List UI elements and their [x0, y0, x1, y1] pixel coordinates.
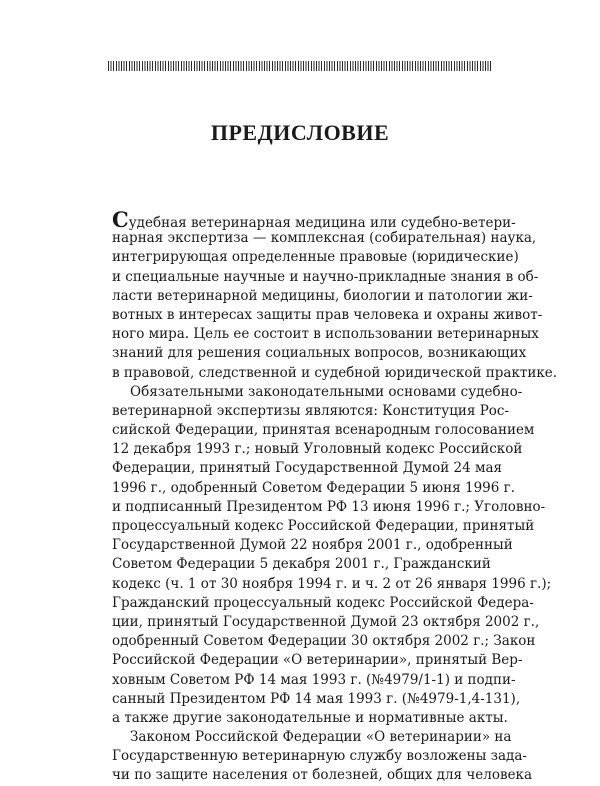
- paragraph-2-line: Советом Федерации 5 декабря 2001 г., Гражданский: [112, 556, 491, 573]
- paragraph-2-line: санный Президентом РФ 14 мая 1993 г. (№4979-1,4-131),: [112, 690, 521, 707]
- paragraph-2-line: сийской Федерации, принятая всенародным голосованием: [112, 422, 535, 439]
- paragraph-2-line: процессуальный кодекс Российской Федерации, принятый: [112, 518, 535, 534]
- paragraph-1-line: ного мира. Цель ее состоит в использовании ветеринарных: [112, 326, 539, 343]
- paragraph-1-line: знаний для решения социальных вопросов, возникающих: [112, 345, 527, 362]
- dropcap-letter: С: [112, 207, 129, 232]
- body-text: [112, 207, 558, 786]
- paragraph-2-line: 12 декабря 1993 г.; новый Уголовный кодекс Российской: [112, 441, 523, 458]
- paragraph-1-line: нарная экспертиза — комплексная (собирательная) наука,: [112, 230, 537, 247]
- paragraph-2-line: ховным Советом РФ 14 мая 1993 г. (№4979/1-1) и подпи-: [112, 671, 516, 688]
- paragraph-3-line: Государственную ветеринарную службу возложены зада-: [112, 748, 527, 765]
- chapter-title: ПРЕДИСЛОВИЕ: [210, 120, 390, 145]
- paragraph-2-line: одобренный Советом Федерации 30 октября 2002 г.; Закон: [112, 633, 536, 650]
- paragraph-1-line: интегрирующая определенные правовые (юридические): [112, 249, 519, 266]
- paragraph-2-line: Обязательными законодательными основами судебно-: [130, 383, 523, 400]
- paragraph-2-line: 1996 г., одобренный Советом Федерации 5 июня 1996 г.: [112, 479, 515, 496]
- paragraph-2-line: ции, принятый Государственной Думой 23 октября 2002 г.,: [112, 613, 540, 630]
- paragraph-3-line: чи по защите населения от болезней, общих для человека: [112, 767, 533, 784]
- paragraph-2-line: Государственной Думой 22 ноября 2001 г., одобренный: [112, 537, 513, 554]
- paragraph-2-line: и подписанный Президентом РФ 13 июня 1996 г.; Уголовно-: [112, 498, 546, 515]
- paragraph-3-line: Законом Российской Федерации «О ветеринарии» на: [130, 729, 512, 746]
- paragraph-2-line: Федерации, принятый Государственной Думой 24 мая: [112, 460, 503, 477]
- paragraph-2-line: Российской Федерации «О ветеринарии», принятый Вер-: [112, 652, 523, 669]
- running-header-rule: [108, 61, 492, 71]
- paragraph-2-line: а также другие законодательные и нормативные акты.: [112, 709, 508, 726]
- paragraph-2-line: Гражданский процессуальный кодекс Российской Федера-: [112, 594, 534, 611]
- paragraph-1-line: и специальные научные и научно-прикладные знания в об-: [112, 268, 539, 285]
- paragraph-1-line: в правовой, следственной и судебной юридической практике.: [112, 364, 558, 381]
- paragraph-1-line: вотных в интересах защиты прав человека и охраны живот-: [112, 306, 543, 323]
- paragraph-2-line: ветеринарной экспертизы являются: Конституция Рос-: [112, 402, 510, 419]
- paragraph-1-line: Судебная ветеринарная медицина или судебно-ветери-: [112, 207, 516, 232]
- paragraph-2-line: кодекс (ч. 1 от 30 ноября 1994 г. и ч. 2 от 26 января 1996 г.);: [112, 575, 552, 592]
- paragraph-1-line: ласти ветеринарной медицины, биологии и патологии жи-: [112, 287, 533, 304]
